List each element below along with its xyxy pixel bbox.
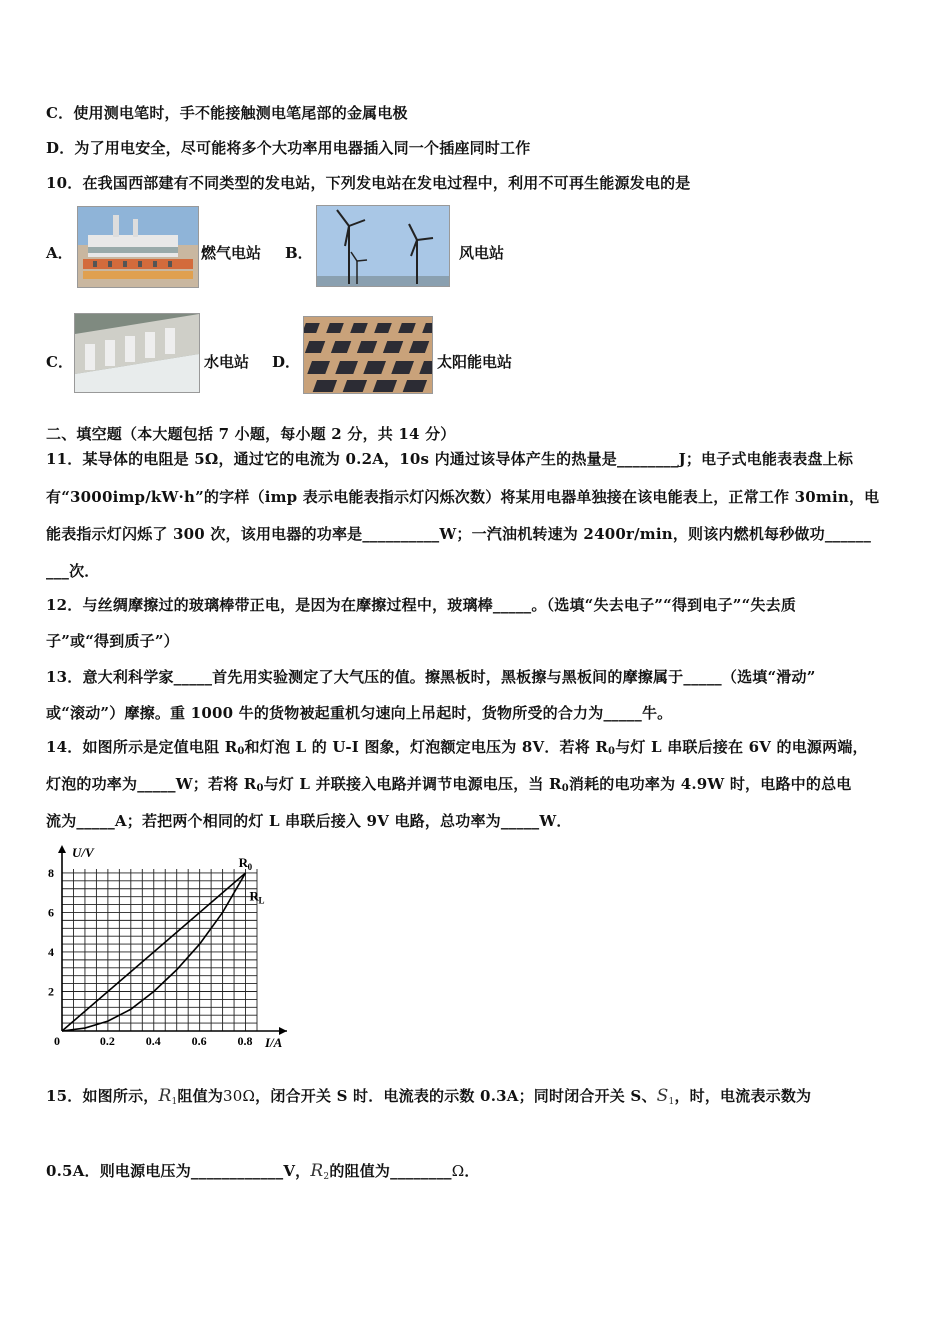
q10-option-c-label: 水电站 — [204, 353, 250, 371]
q14-l1-c: 与灯 L 串联后接在 6V 的电源两端， — [615, 738, 868, 756]
q10-option-c-letter: C． — [46, 353, 73, 371]
q10-stem: 10．在我国西部建有不同类型的发电站，下列发电站在发电过程中，利用不可再生能源发电的是 — [46, 174, 691, 192]
q15-line2 — [46, 1160, 480, 1182]
q15-s1: S — [656, 1086, 669, 1106]
q15-b: 阻值为 — [177, 1087, 224, 1105]
q14-l2-sub2: 0 — [561, 783, 569, 794]
ui-graph — [40, 843, 300, 1053]
q14-l1-b: 和灯泡 L 的 U-I 图象，灯泡额定电压为 8V．若将 R — [244, 738, 609, 756]
x-axis-arrow — [279, 1027, 287, 1035]
series-label-rl-sub: L — [258, 895, 265, 906]
q14-l2-sub: 0 — [256, 783, 264, 794]
series-label-r0-sub: 0 — [247, 861, 253, 872]
x-axis-label: I/A — [265, 1035, 283, 1050]
q15-r1: R — [158, 1086, 172, 1106]
q15-c: ，闭合开关 S 时．电流表的示数 0.3A；同时闭合开关 S、 — [255, 1087, 657, 1105]
y-tick-label: 4 — [48, 944, 54, 959]
y-tick-label: 8 — [48, 865, 54, 880]
q12-line1: 12．与丝绸摩擦过的玻璃棒带正电，是因为在摩擦过程中，玻璃棒_____。（选填“失去电子”“得到电子”“失去质 — [46, 596, 797, 614]
y-tick-label: 2 — [48, 984, 54, 999]
q15-r2: R — [310, 1161, 324, 1181]
x-tick-label: 0.6 — [191, 1034, 207, 1048]
q14-l1-sub2: 0 — [608, 746, 616, 757]
q14-l2-a: 灯泡的功率为_____W；若将 R — [46, 775, 257, 793]
q10-option-b-letter: B． — [285, 244, 313, 262]
solar-power-station-image — [303, 316, 433, 394]
y-axis-arrow — [58, 845, 66, 853]
y-tick-label: 6 — [48, 905, 54, 920]
section2-title: 二、填空题（本大题包括 7 小题，每小题 2 分，共 14 分） — [46, 425, 456, 443]
q11-line3: 能表指示灯闪烁了 300 次，该用电器的功率是__________W；一汽油机转速为 2400r/min，则该内燃机每秒做功______ — [46, 525, 872, 543]
q12-line2: 子”或“得到质子”） — [46, 632, 179, 650]
option-c-prev: C．使用测电笔时，手不能接触测电笔尾部的金属电极 — [46, 104, 408, 122]
q15-l2-a: 0.5A．则电源电压为____________V， — [46, 1162, 311, 1180]
q15-line1 — [46, 1085, 811, 1107]
q10-option-b-label: 风电站 — [459, 244, 505, 262]
gas-power-station-image — [77, 206, 199, 288]
q15-r1-sub: 1 — [171, 1097, 178, 1107]
x-tick-label: 0.8 — [237, 1034, 253, 1048]
q15-s1-sub: 1 — [668, 1097, 675, 1107]
x-tick-label: 0 — [54, 1034, 60, 1048]
x-tick-label: 0.2 — [99, 1034, 115, 1048]
q15-val: 30Ω — [223, 1087, 256, 1105]
q15-r2-sub: 2 — [323, 1172, 330, 1182]
q14-l1-sub1: 0 — [237, 746, 245, 757]
q14-l2-b: 与灯 L 并联接入电路并调节电源电压，当 R — [263, 775, 562, 793]
q14-l1-a: 14．如图所示是定值电阻 R — [46, 738, 238, 756]
q15-l2-c: ． — [464, 1162, 480, 1180]
q10-option-d-label: 太阳能电站 — [437, 353, 513, 371]
q15-d: ，时，电流表示数为 — [674, 1087, 812, 1105]
option-d-prev: D．为了用电安全，尽可能将多个大功率用电器插入同一个插座同时工作 — [46, 139, 531, 157]
x-tick-label: 0.4 — [145, 1034, 161, 1048]
q11-line2: 有“3000imp/kW·h”的字样（imp 表示电能表指示灯闪烁次数）将某用电器单独接在该电能表上，正常工作 30min，电 — [46, 488, 880, 506]
wind-power-station-image — [316, 205, 450, 287]
q14-line2 — [46, 773, 851, 794]
q15-ohm: Ω — [451, 1162, 465, 1180]
series-label-rl: R — [249, 888, 259, 904]
q14-line1 — [46, 736, 868, 757]
q14-line3: 流为_____A；若把两个相同的灯 L 串联后接入 9V 电路，总功率为_____W． — [46, 812, 572, 830]
q11-line4: ___次． — [46, 562, 100, 580]
q10-option-d-letter: D． — [272, 353, 301, 371]
hydro-power-station-image — [74, 313, 200, 393]
q10-option-a-label: 燃气电站 — [201, 244, 262, 262]
y-axis-label: U/V — [72, 845, 94, 860]
q14-l2-c: 消耗的电功率为 4.9W 时，电路中的总电 — [568, 775, 852, 793]
q11-line1: 11．某导体的电阻是 5Ω，通过它的电流为 0.2A，10s 内通过该导体产生的热量是________J；电子式电能表表盘上标 — [46, 450, 854, 468]
q13-line1: 13．意大利科学家_____首先用实验测定了大气压的值。擦黑板时，黑板擦与黑板间的摩擦属于_____（选填“滑动” — [46, 668, 816, 686]
q10-option-a-letter: A． — [46, 244, 73, 262]
q15-l2-b: 的阻值为________ — [329, 1162, 452, 1180]
q15-a: 15．如图所示， — [46, 1087, 159, 1105]
series-label-r0: R — [238, 854, 249, 870]
q13-line2: 或“滚动”）摩擦。重 1000 牛的货物被起重机匀速向上吊起时，货物所受的合力为_____牛。 — [46, 704, 673, 722]
